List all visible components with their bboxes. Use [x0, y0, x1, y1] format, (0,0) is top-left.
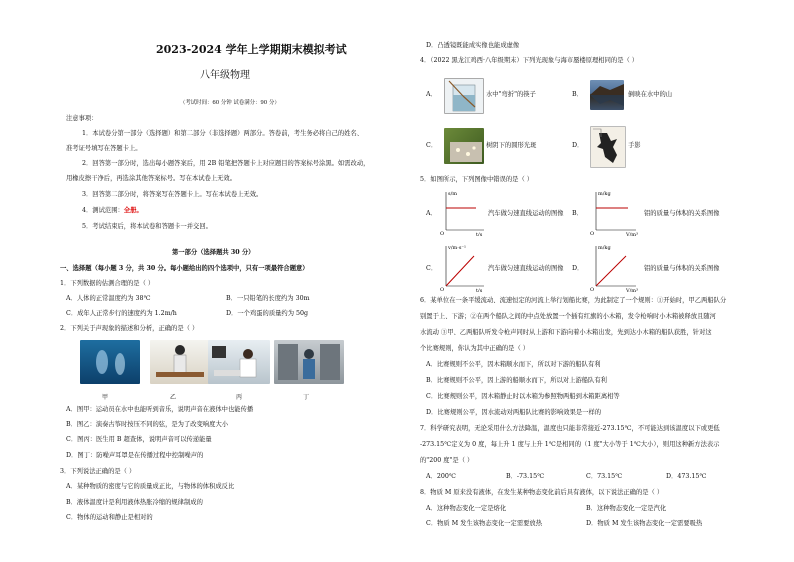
notice-item: 用橡皮擦干净后，再选涂其他答案标号。写在本试卷上无效。 — [66, 175, 237, 182]
q6-line: 别置于上、下游；②在两个船队之间的中点处放置一个插有红旗的小木箱，发令枪响时小木箱被释放且随河 — [420, 313, 716, 320]
section-heading: 一、选择题（每小题 3 分，共 30 分。每小题给出的四个选项中，只有一项最符合题意） — [60, 265, 309, 272]
notice-item: 准考证号填写在答题卡上。 — [66, 145, 142, 152]
q4-letter-b: B． — [572, 91, 583, 98]
q7-option-a: A．200℃ — [426, 473, 456, 480]
q7-line: -273.15℃定义为 0 度，每上升 1 度与上升 1℃是相同的（1 度"大小等于 1℃大小），则用这种新方法表示 — [420, 441, 720, 448]
part1-heading: 第一部分（选择题共 30 分） — [172, 249, 255, 256]
q3-option-a: A．某种物质的密度与它的质量成正比，与物体的体积成反比 — [66, 483, 235, 490]
q2-label-ding: 丁 — [303, 394, 310, 401]
q1-option-c: C．成年人正常步行的速度约为 1.2m/h — [66, 310, 177, 317]
q4-letter-a: A． — [426, 91, 437, 98]
photo-mountain-reflection — [590, 80, 624, 110]
notice-item: 2．回答第一部分时，选出每小题答案后，用 2B 铅笔把答题卡上对应题目的答案标号涂黑。如需改动， — [82, 160, 370, 167]
graph-b — [590, 188, 640, 236]
q5-option-a: 汽车做匀速直线运动的图像 — [488, 210, 564, 217]
photo-chopsticks — [444, 78, 484, 114]
q4-letter-c: C． — [426, 142, 438, 149]
q1-option-a: A．人体的正常温度约为 38℃ — [66, 295, 151, 302]
q2-option-a: A．图甲：运动员在水中也能听到音乐，说明声音在液体中也能传播 — [66, 406, 254, 413]
test-scope: 全册。 — [123, 207, 143, 214]
q7-option-d: D．473.15℃ — [666, 473, 707, 480]
exam-meta: （考试时间：60 分钟 试卷满分：90 分） — [180, 100, 280, 106]
graph-c — [440, 242, 486, 292]
q7-line: 7．科学研究表明，无论采用什么方法降温，温度也只能非常接近-273.15℃，不可能达到该温度以下或更低 — [420, 425, 720, 432]
notice-item: 1．本试卷分第一部分（选择题）和第二部分（非选择题）两部分。答卷前，考生务必将自己的姓名、 — [82, 130, 364, 137]
q1-stem: 1．下列数据的估测合理的是（ ） — [60, 280, 155, 287]
q8-option-a: A．这种物态变化一定是熔化 — [426, 505, 507, 512]
q4-option-d: 手影 — [628, 142, 641, 149]
q4-stem: 4．（2022 黑龙江鸡西·八年级期末）下列光现象与海市蜃楼原理相同的是（ ） — [420, 57, 639, 64]
q4-option-b: 倒映在水中的山 — [628, 91, 673, 98]
q8-stem: 8．物质 M 原来没有液体，在发生某种物态变化前后具有液体，以下说法正确的是（ ） — [420, 489, 664, 496]
q2-option-c: C．图丙：医生用 B 超查体，说明声音可以传递能量 — [66, 436, 212, 443]
notice-item: 5．考试结束后，将本试卷和答题卡一并交回。 — [82, 223, 212, 230]
graph-d-xlabel: V/m³ — [626, 288, 639, 292]
graph-c-xlabel: t/s — [476, 288, 483, 292]
q7-option-c: C．73.15℃ — [586, 473, 623, 480]
guzheng-player-icon — [150, 340, 210, 384]
graph-a-xlabel: t/s — [476, 232, 483, 236]
exam-title: 2023-2024 学年上学期期末模拟考试 — [156, 43, 347, 56]
q3-option-b: B．液体温度计是利用液体热胀冷缩的规律制成的 — [66, 499, 203, 506]
photo-ultrasound — [208, 340, 270, 384]
q5-option-b: 铝的质量与体积的关系图像 — [644, 210, 720, 217]
graph-d — [590, 242, 640, 292]
q7-line: 的"200 度"是（ ） — [420, 457, 474, 464]
photo-swimmer — [80, 340, 140, 384]
q6-line: 个比赛规则，你认为其中正确的是（ ） — [420, 345, 530, 352]
q8-option-c: C．物质 M 发生该物态变化一定需要放热 — [426, 520, 543, 527]
q3-stem: 3．下列说法正确的是（ ） — [60, 468, 136, 475]
graph-d-origin: O — [590, 287, 595, 292]
q5-letter-b: B． — [572, 210, 583, 217]
q7-option-b: B．-73.15℃ — [506, 473, 545, 480]
graph-c-line — [446, 256, 474, 286]
photo-hand-shadow — [590, 126, 626, 168]
q5-option-c: 汽车做匀速直线运动的图像 — [488, 265, 564, 272]
hand-shadow-icon — [591, 127, 625, 167]
light-spots-icon — [444, 128, 484, 164]
q6-line: 6．某单位在一条平缓流动、流速恒定的河流上举行划船比赛，为此制定了一个规则：①开始时，甲乙两船队分 — [420, 297, 727, 304]
q6-option-a: A．比赛规则不公平，因木箱顺水而下，所以对下游的船队有利 — [426, 361, 601, 368]
q6-option-b: B．比赛规则不公平，因上游的船顺水而下，所以对上游船队有利 — [426, 377, 607, 384]
doctor-ultrasound-icon — [208, 340, 270, 384]
notice-heading: 注意事项： — [66, 115, 98, 122]
q5-option-d: 铝的质量与体积的关系图像 — [644, 265, 720, 272]
q6-line: 水流动 ③甲、乙两船队听发令枪声同时从上游和下游向着小木箱出发，先到达小木箱的船队获胜，针对这 — [420, 329, 712, 336]
graph-b-ylabel: m/kg — [598, 191, 611, 197]
graph-b-origin: O — [590, 231, 595, 236]
q2-label-bing: 丙 — [236, 394, 243, 401]
q2-label-jia: 甲 — [102, 394, 109, 401]
q4-option-c: 树阴下的圆形光斑 — [486, 142, 537, 149]
q5-stem: 5．如图所示，下列图像中错误的是（ ） — [420, 176, 534, 183]
q5-letter-d: D． — [572, 265, 584, 272]
graph-b-xlabel: V/m³ — [626, 232, 639, 236]
q5-letter-a: A． — [426, 210, 437, 217]
photo-guzheng — [150, 340, 210, 384]
graph-a-ylabel: s/m — [448, 191, 457, 197]
notice-item-4: 4．测试范围：全册。 — [82, 207, 143, 214]
left-column — [60, 0, 390, 562]
photo-earmuffs — [274, 340, 344, 384]
q8-option-d: D．物质 M 发生该物态变化一定需要吸热 — [586, 520, 703, 527]
q2-option-d: D．图丁：防噪声耳罩是在传播过程中控制噪声的 — [66, 452, 204, 459]
right-column — [420, 0, 750, 562]
q3-option-d: D．凸透镜既能成实像也能成虚像 — [426, 42, 520, 49]
graph-c-origin: O — [440, 287, 445, 292]
worker-earmuffs-icon — [274, 340, 344, 384]
q6-option-c: C．比赛规则公平，因木箱静止时以木箱为参照物两船到木箱距离相等 — [426, 393, 620, 400]
q3-option-c: C．物体的运动和静止是相对的 — [66, 514, 153, 521]
q2-option-b: B．图乙：演奏古筝时按压不同的弦，是为了改变响度大小 — [66, 421, 229, 428]
q2-label-yi: 乙 — [170, 394, 177, 401]
q8-option-b: B．这种物态变化一定是汽化 — [586, 505, 667, 512]
q1-option-d: D．一个鸡蛋的质量约为 50g — [226, 310, 309, 317]
q5-letter-c: C． — [426, 265, 438, 272]
graph-a-origin: O — [440, 231, 445, 236]
graph-c-ylabel: v/m·s⁻¹ — [448, 245, 467, 251]
mountain-reflection-icon — [590, 80, 624, 110]
q4-letter-d: D． — [572, 142, 584, 149]
notice-item: 3．回答第二部分时，将答案写在答题卡上。写在本试卷上无效。 — [82, 191, 263, 198]
q6-option-d: D．比赛规则公平，因水流动对两船队比赛的影响效果是一样的 — [426, 409, 602, 416]
q1-option-b: B．一只铅笔的长度约为 30m — [226, 295, 310, 302]
photo-tree-shadow — [444, 128, 484, 164]
graph-d-line — [596, 256, 626, 286]
exam-subject: 八年级物理 — [200, 70, 250, 81]
graph-d-ylabel: m/kg — [598, 245, 611, 251]
q4-option-a: 水中"弯折"的筷子 — [486, 91, 536, 98]
q2-stem: 2．下列关于声现象的描述和分析，正确的是（ ） — [60, 325, 199, 332]
graph-a — [440, 188, 486, 236]
glass-chopsticks-icon — [445, 79, 483, 113]
swimmer-figure-icon — [80, 340, 140, 384]
